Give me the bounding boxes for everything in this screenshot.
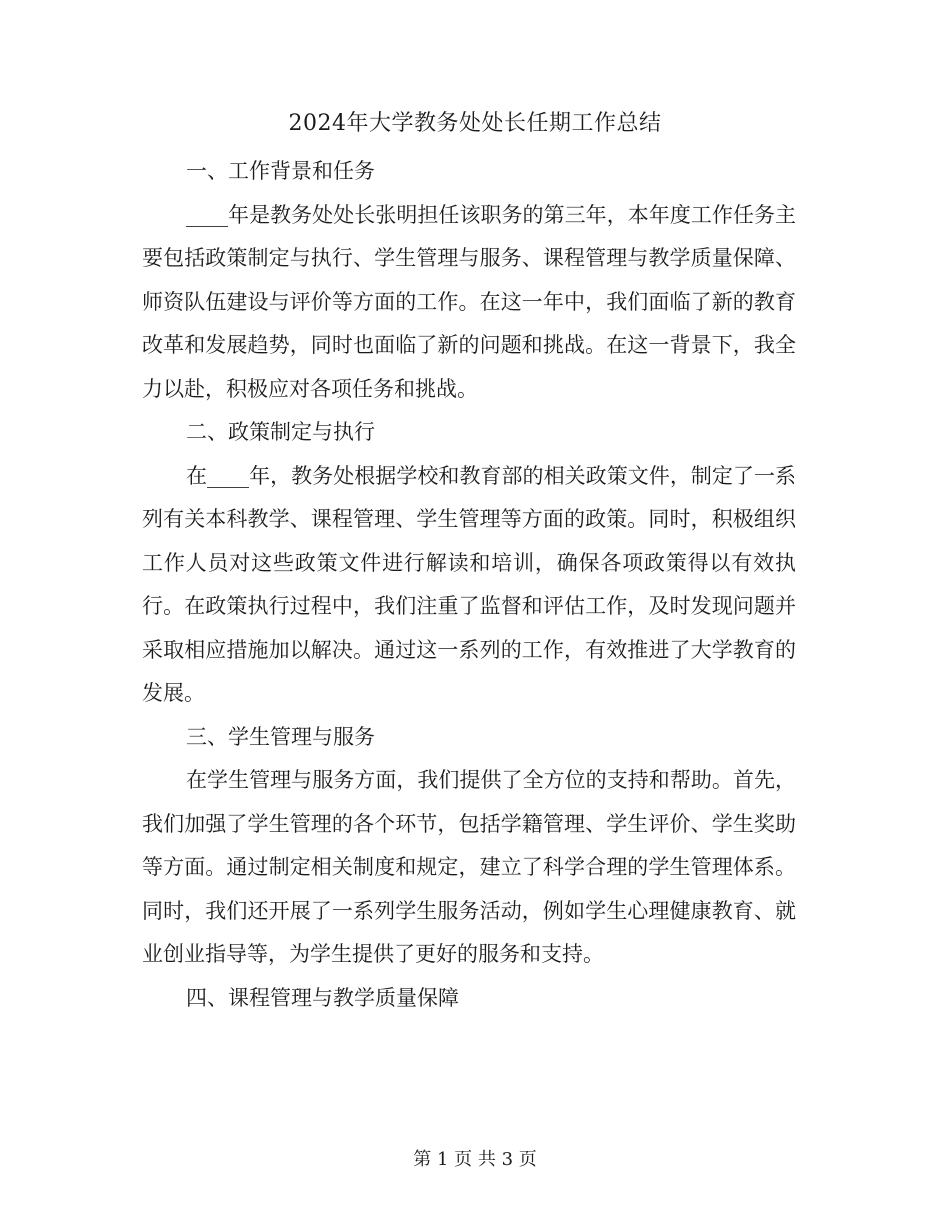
page-footer: 第 1 页 共 3 页 xyxy=(413,1149,537,1170)
section-paragraph-3: 在学生管理与服务方面，我们提供了全方位的支持和帮助。首先，我们加强了学生管理的各个环节，包括学籍管理、学生评价、学生奖助等方面。通过制定相关制度和规定，建立了科学合理的学生管理体系。同时，我们还开展了一系列学生服务活动，例如学生心理健康教育、就业创业指导等，为学生提供了更好的服务和支持。 xyxy=(142,768,796,966)
section-heading-3: 三、学生管理与服务 xyxy=(186,724,375,749)
section-paragraph-2: 在____年，教务处根据学校和教育部的相关政策文件，制定了一系列有关本科教学、课程管理、学生管理等方面的政策。同时，积极组织工作人员对这些政策文件进行解读和培训，确保各项政策得以有效执行。在政策执行过程中，我们注重了监督和评估工作，及时发现问题并采取相应措施加以解决。通过这一系列的工作，有效推进了大学教育的发展。 xyxy=(142,463,796,705)
section-heading-2: 二、政策制定与执行 xyxy=(186,420,375,444)
document-body xyxy=(142,150,796,1020)
section-heading-4: 四、课程管理与教学质量保障 xyxy=(186,985,459,1010)
section-heading-1: 一、工作背景和任务 xyxy=(186,159,375,183)
document-title: 2024年大学教务处处长任期工作总结 xyxy=(288,111,662,136)
section-paragraph-1: ____年是教务处处长张明担任该职务的第三年，本年度工作任务主要包括政策制定与执行、学生管理与服务、课程管理与教学质量保障、师资队伍建设与评价等方面的工作。在这一年中，我们面临了新的教育改革和发展趋势，同时也面临了新的问题和挑战。在这一背景下，我全力以赴，积极应对各项任务和挑战。 xyxy=(142,202,796,401)
